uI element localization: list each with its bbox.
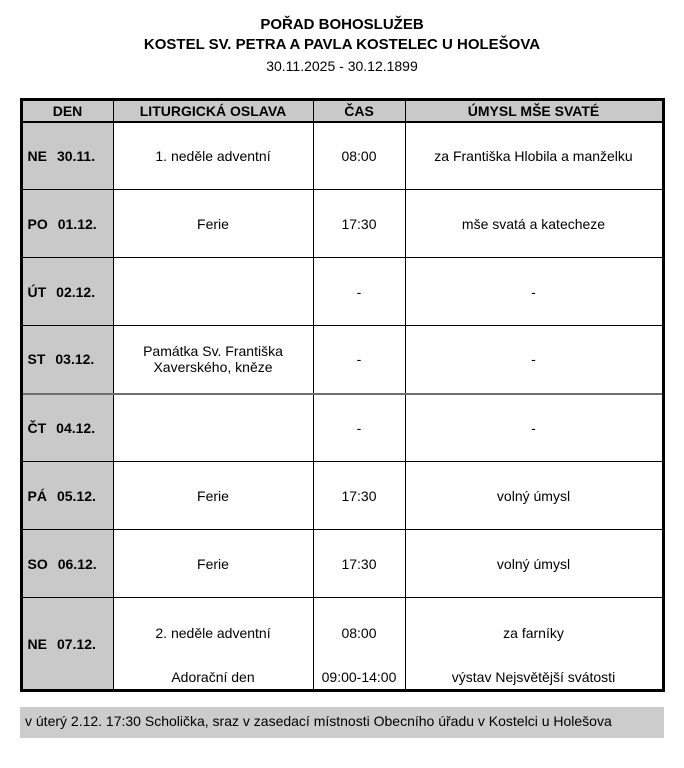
day-abbr: PO <box>27 215 48 232</box>
day-date: 05.12. <box>56 487 96 504</box>
time-cell: - <box>313 258 405 326</box>
date-range: 30.11.2025 - 30.12.1899 <box>266 58 418 74</box>
day-date: 01.12. <box>57 215 97 232</box>
table-row <box>21 122 663 190</box>
celebration-cell: Ferie <box>113 190 313 258</box>
table-row <box>21 258 663 326</box>
column-header-intention: ÚMYSL MŠE SVATÉ <box>405 100 663 122</box>
day-abbr: SO <box>27 555 48 572</box>
day-abbr: NE <box>27 147 47 164</box>
day-abbr: PÁ <box>27 487 47 504</box>
celebration-cell <box>113 598 313 691</box>
celebration-cell: Ferie <box>113 530 313 598</box>
table-header-row <box>21 100 663 122</box>
column-header-celebration: LITURGICKÁ OSLAVA <box>113 100 313 122</box>
day-cell <box>21 326 113 394</box>
celebration-secondary: Adorační den <box>171 668 255 685</box>
time-cell <box>313 598 405 691</box>
table-row <box>21 326 663 394</box>
day-cell <box>21 598 113 691</box>
table-row <box>21 394 663 462</box>
page-title: POŘAD BOHOSLUŽEB <box>260 16 424 33</box>
intention-cell: - <box>405 326 663 394</box>
time-cell: 17:30 <box>313 462 405 530</box>
day-cell <box>21 530 113 598</box>
celebration-cell: Ferie <box>113 462 313 530</box>
day-date: 06.12. <box>57 555 97 572</box>
time-cell: 17:30 <box>313 190 405 258</box>
day-cell <box>21 462 113 530</box>
day-cell <box>21 394 113 462</box>
intention-cell: za Františka Hlobila a manželku <box>405 122 663 190</box>
church-name: KOSTEL SV. PETRA A PAVLA KOSTELEC U HOLEŠOVA <box>143 36 541 53</box>
day-cell <box>21 258 113 326</box>
table-row <box>21 190 663 258</box>
intention-cell: volný úmysl <box>405 530 663 598</box>
time-cell: - <box>313 394 405 462</box>
footer-note: v úterý 2.12. 17:30 Scholička, sraz v zasedací místnosti Obecního úřadu v Kostelci u Holešova <box>20 707 664 738</box>
celebration-cell: Památka Sv. Františka Xaverského, kněze <box>113 326 313 394</box>
intention-cell: - <box>405 394 663 462</box>
day-abbr: NE <box>27 635 47 652</box>
day-date: 03.12. <box>55 351 95 368</box>
day-abbr: ÚT <box>27 283 47 300</box>
time-secondary: 09:00-14:00 <box>321 668 397 685</box>
celebration-cell: 1. neděle adventní <box>113 122 313 190</box>
time-main: 08:00 <box>341 624 377 641</box>
time-cell: - <box>313 326 405 394</box>
day-date: 07.12. <box>56 635 96 652</box>
celebration-main: 2. neděle adventní <box>155 624 271 641</box>
day-date: 02.12. <box>56 283 96 300</box>
time-cell: 08:00 <box>313 122 405 190</box>
table-row <box>21 462 663 530</box>
table-row <box>21 598 663 691</box>
intention-secondary: výstav Nejsvětější svátosti <box>451 668 616 685</box>
day-cell <box>21 122 113 190</box>
day-abbr: ČT <box>27 419 47 436</box>
day-date: 04.12. <box>56 419 96 436</box>
time-cell: 17:30 <box>313 530 405 598</box>
day-date: 30.11. <box>56 147 96 164</box>
intention-cell: mše svatá a katecheze <box>405 190 663 258</box>
table-row <box>21 530 663 598</box>
day-cell <box>21 190 113 258</box>
intention-cell: - <box>405 258 663 326</box>
column-header-time: ČAS <box>313 100 405 122</box>
intention-main: za farníky <box>503 624 564 641</box>
column-header-day: DEN <box>21 100 113 122</box>
intention-cell: volný úmysl <box>405 462 663 530</box>
intention-cell <box>405 598 663 691</box>
page-header <box>0 15 684 76</box>
schedule-table <box>20 98 665 692</box>
celebration-cell <box>113 258 313 326</box>
day-abbr: ST <box>27 351 46 368</box>
celebration-cell <box>113 394 313 462</box>
